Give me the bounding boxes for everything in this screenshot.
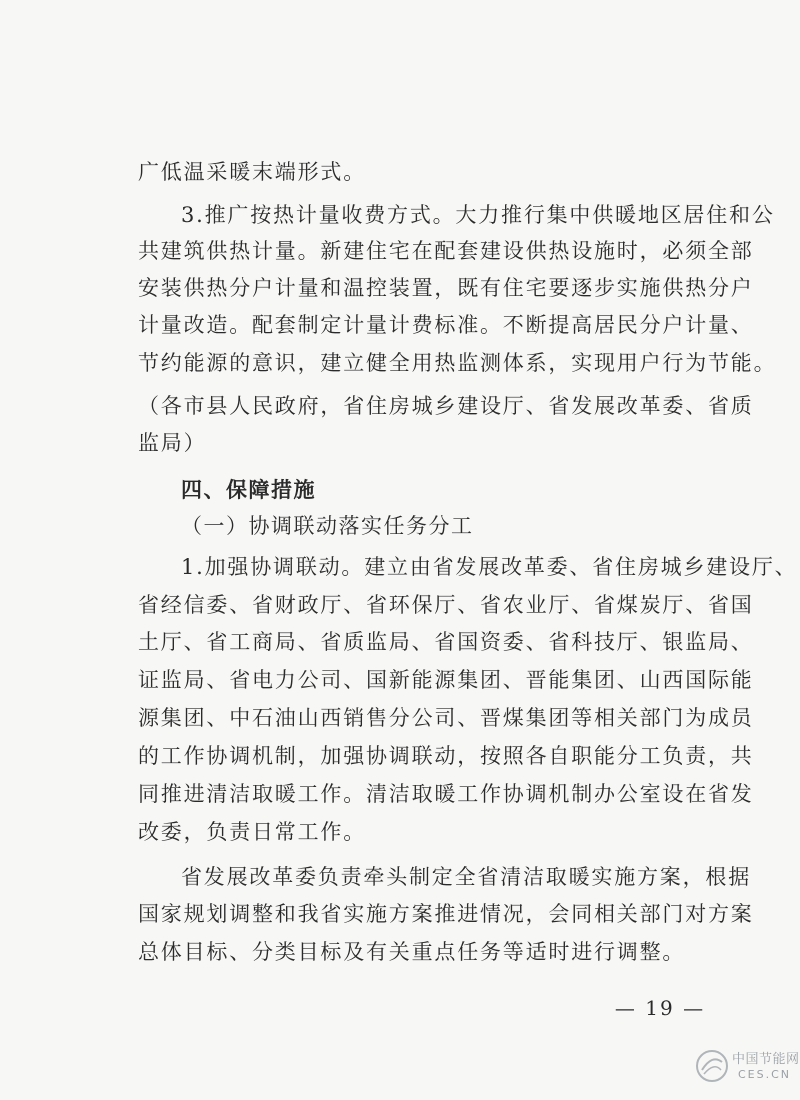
ces-logo-icon	[694, 1048, 730, 1084]
text-line: 国家规划调整和我省实施方案推进情况，会同相关部门对方案	[138, 902, 754, 926]
page-number: — 19 —	[614, 996, 706, 1020]
text-line: 土厅、省工商局、省质监局、省国资委、省科技厅、银监局、	[138, 630, 754, 654]
section-heading: 四、保障措施	[181, 478, 316, 502]
text-line: 安装供热分户计量和温控装置，既有住宅要逐步实施供热分户	[138, 276, 754, 300]
text-line: 节约能源的意识，建立健全用热监测体系，实现用户行为节能。	[138, 351, 777, 375]
text-line: 源集团、中石油山西销售分公司、晋煤集团等相关部门为成员	[138, 706, 754, 730]
text-line: 省发展改革委负责牵头制定全省清洁取暖实施方案，根据	[181, 865, 751, 889]
text-line: 共建筑供热计量。新建住宅在配套建设供热设施时，必须全部	[138, 239, 754, 263]
text-line: 的工作协调机制，加强协调联动，按照各自职能分工负责，共	[138, 744, 754, 768]
subsection-heading: （一）协调联动落实任务分工	[181, 514, 474, 538]
text-line: 总体目标、分类目标及有关重点任务等适时进行调整。	[138, 940, 686, 964]
text-line: 监局）	[138, 431, 207, 455]
text-line: 广低温采暖末端形式。	[138, 160, 366, 184]
text-line: 省经信委、省财政厅、省环保厅、省农业厅、省煤炭厅、省国	[138, 593, 754, 617]
text-line: 计量改造。配套制定计量计费标准。不断提高居民分户计量、	[138, 313, 754, 337]
text-line: 证监局、省电力公司、国新能源集团、晋能集团、山西国际能	[138, 668, 754, 692]
text-line: 1.加强协调联动。建立由省发展改革委、省住房城乡建设厅、	[181, 555, 798, 579]
watermark-name-en: CES.CN	[738, 1068, 792, 1081]
text-line: 同推进清洁取暖工作。清洁取暖工作协调机制办公室设在省发	[138, 782, 754, 806]
text-line: 改委，负责日常工作。	[138, 820, 366, 844]
text-line: 3.推广按热计量收费方式。大力推行集中供暖地区居住和公	[181, 203, 775, 227]
watermark	[694, 1044, 800, 1092]
text-line: （各市县人民政府，省住房城乡建设厅、省发展改革委、省质	[138, 394, 754, 418]
watermark-name-cn: 中国节能网	[732, 1052, 800, 1067]
